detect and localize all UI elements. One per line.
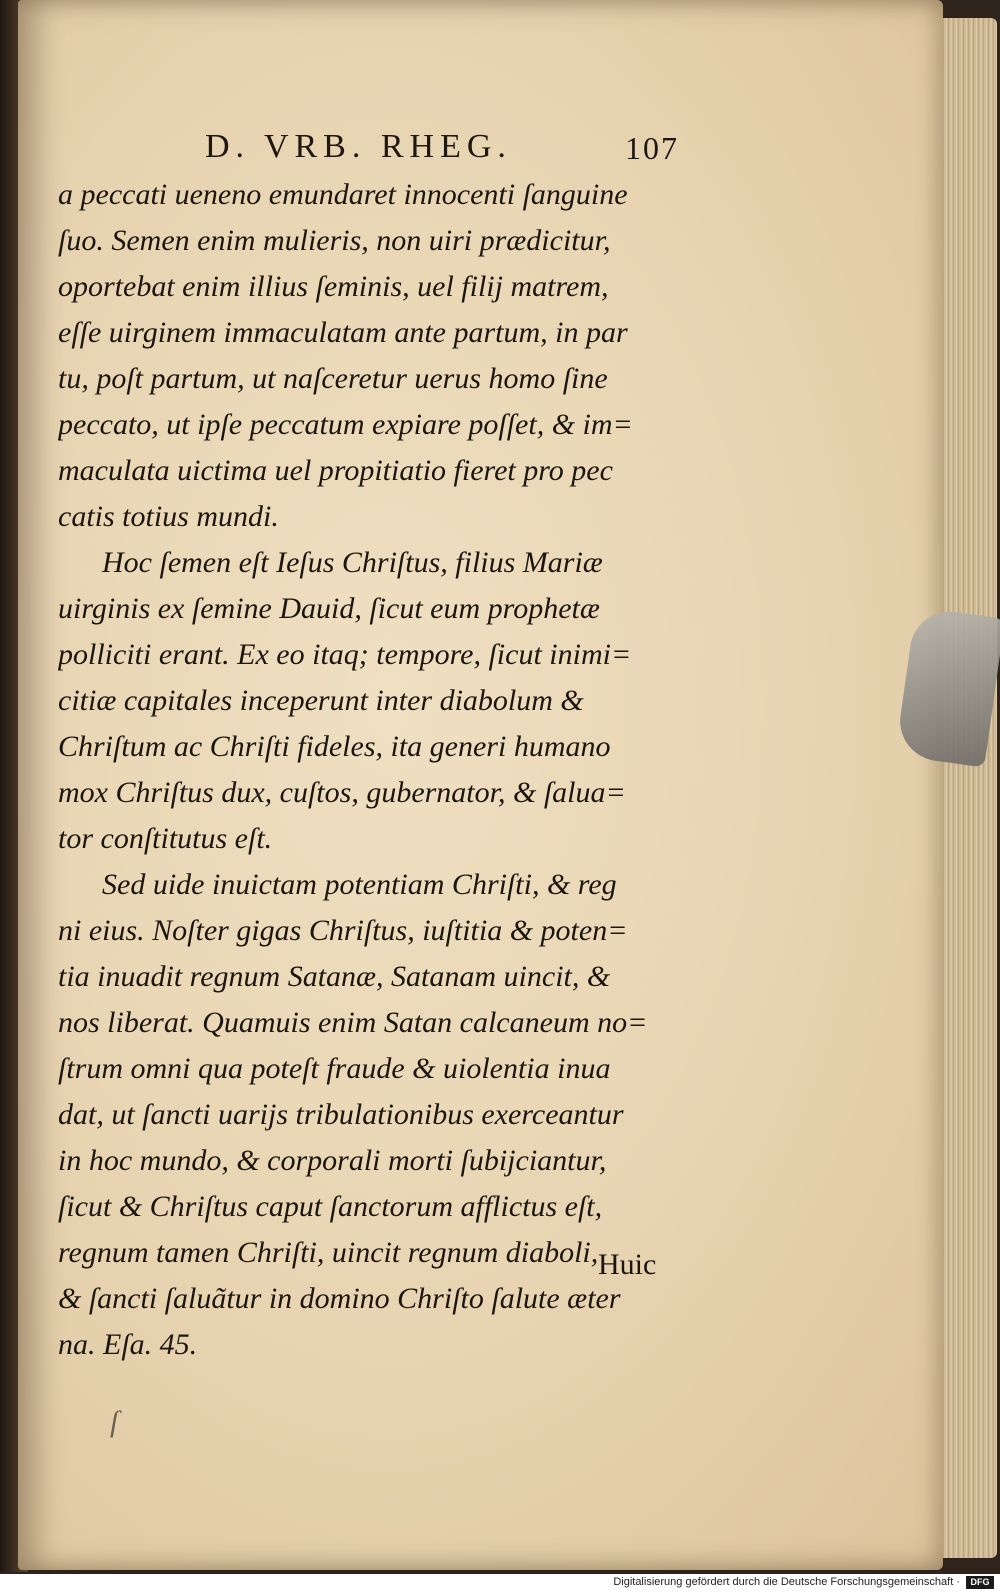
text-line: nos liberat. Quamuis enim Satan calcaneum no= bbox=[58, 1006, 648, 1039]
text-line: eſſe uirginem immaculatam ante partum, in par bbox=[58, 316, 628, 349]
text-line: dat, ut ſancti uarijs tribulationibus exerceantur bbox=[58, 1098, 624, 1131]
text-line: oportebat enim illius ſeminis, uel filij matrem, bbox=[58, 270, 609, 303]
text-line: citiæ capitales inceperunt inter diabolum & bbox=[58, 684, 584, 717]
footer-credit: Digitalisierung gefördert durch die Deutsche Forschungsgemeinschaft · bbox=[613, 1576, 960, 1588]
text-line: Sed uide inuictam potentiam Chriſti, & reg bbox=[102, 868, 617, 901]
catchword: Huic bbox=[598, 1248, 657, 1281]
text-line: peccato, ut ipſe peccatum expiare poſſet, & im= bbox=[58, 408, 633, 441]
page-edges bbox=[935, 18, 997, 1558]
text-line: mox Chriſtus dux, cuſtos, gubernator, & ſalua= bbox=[58, 776, 626, 809]
text-line: & ſancti ſaluãtur in domino Chriſto ſalute æter bbox=[58, 1282, 621, 1315]
running-head bbox=[0, 128, 940, 168]
text-line: catis totius mundi. bbox=[58, 500, 279, 533]
page-number: 107 bbox=[625, 130, 679, 166]
text-line: polliciti erant. Ex eo itaq; tempore, ſicut inimi= bbox=[58, 638, 632, 671]
text-line: ſtrum omni qua poteſt fraude & uiolentia inua bbox=[58, 1052, 611, 1085]
text-line: maculata uictima uel propitiatio fieret pro pec bbox=[58, 454, 613, 487]
dfg-logo: DFG bbox=[966, 1576, 994, 1589]
text-line: Chriſtum ac Chriſti fideles, ita generi humano bbox=[58, 730, 611, 763]
text-line: ſuo. Semen enim mulieris, non uiri prædicitur, bbox=[58, 224, 611, 257]
text-line: na. Eſa. 45. bbox=[58, 1328, 198, 1361]
text-line: tor conſtitutus eſt. bbox=[58, 822, 273, 855]
text-line: tia inuadit regnum Satanæ, Satanam uincit, & bbox=[58, 960, 611, 993]
running-head-title: D. VRB. RHEG. bbox=[205, 128, 512, 165]
text-line: in hoc mundo, & corporali morti ſubijciantur, bbox=[58, 1144, 607, 1177]
body-text bbox=[58, 172, 698, 1368]
text-line: Hoc ſemen eſt Ieſus Chriſtus, filius Mariæ bbox=[102, 546, 603, 579]
text-line: a peccati ueneno emundaret innocenti ſanguine bbox=[58, 178, 628, 211]
text-line: regnum tamen Chriſti, uincit regnum diaboli, bbox=[58, 1236, 599, 1269]
margin-mark: ſ bbox=[110, 1405, 119, 1438]
text-line: ſicut & Chriſtus caput ſanctorum afflictus eſt, bbox=[58, 1190, 603, 1223]
text-line: ni eius. Noſter gigas Chriſtus, iuſtitia & poten= bbox=[58, 914, 628, 947]
text-line: tu, poſt partum, ut naſceretur uerus homo ſine bbox=[58, 362, 608, 395]
text-line: uirginis ex ſemine Dauid, ſicut eum prophetæ bbox=[58, 592, 600, 625]
footer-bar bbox=[0, 1574, 1000, 1592]
